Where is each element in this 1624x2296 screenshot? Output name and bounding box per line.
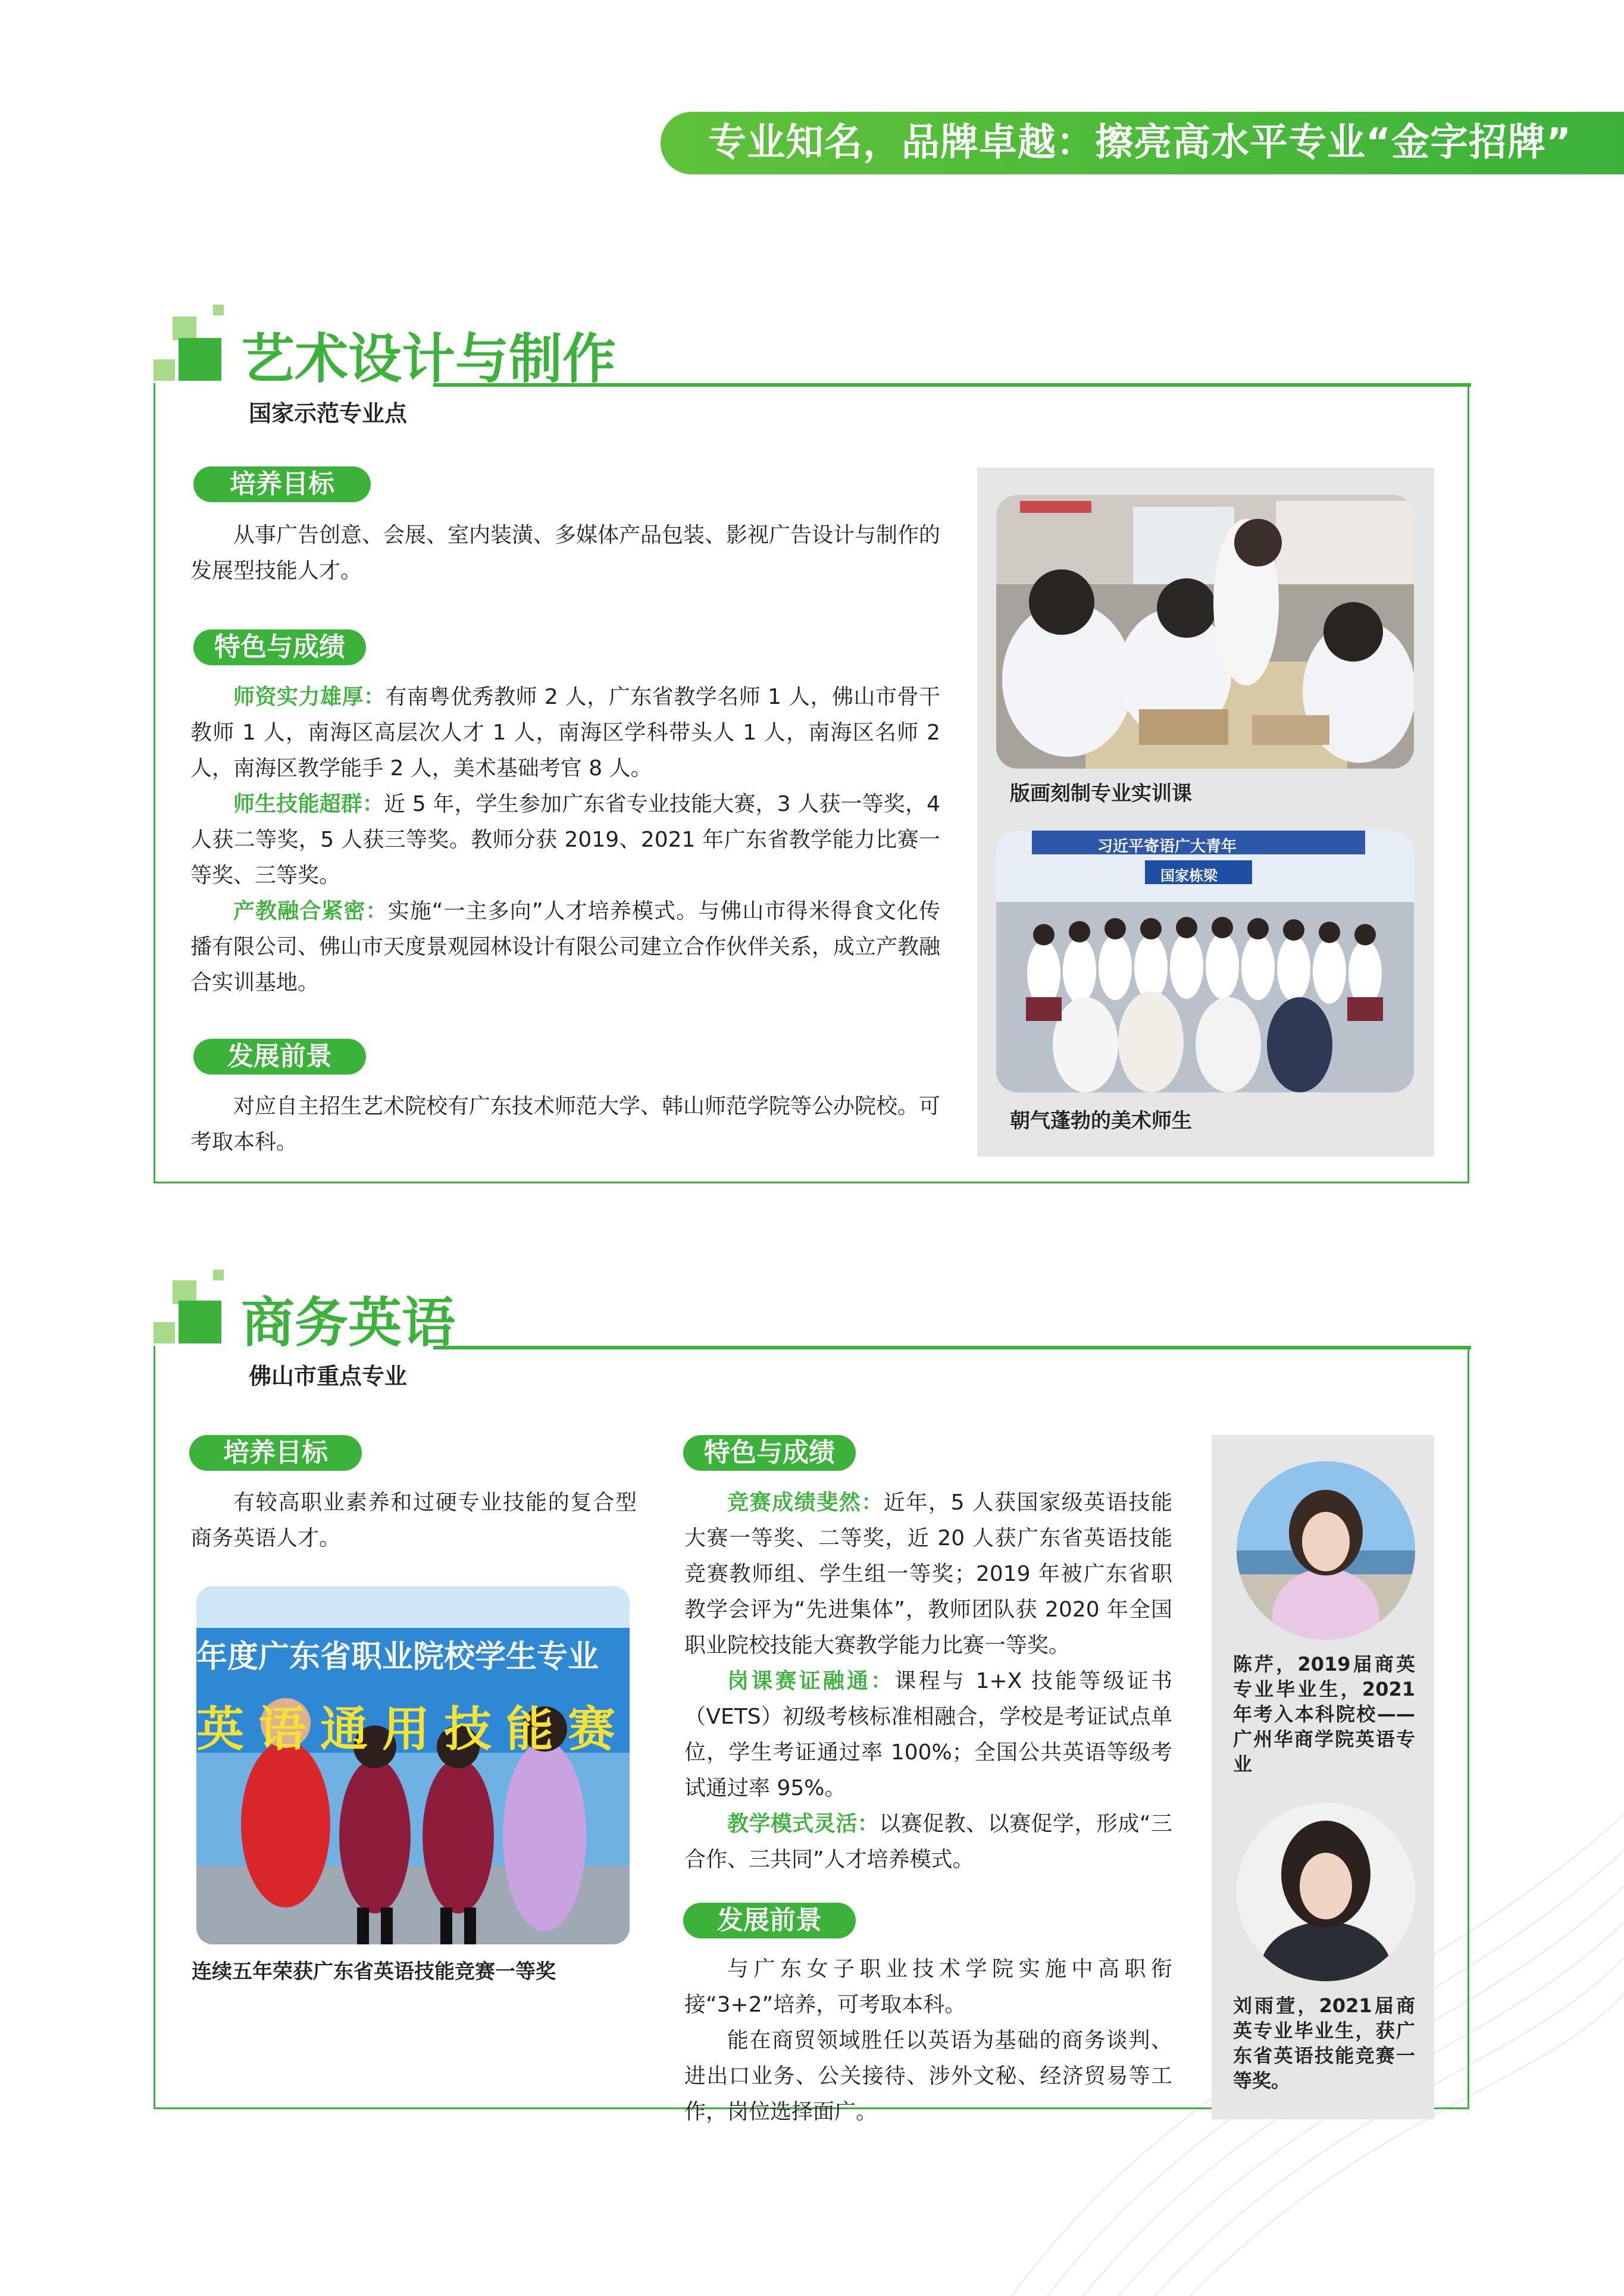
art-photo1-caption: 版画刻制专业实训课 — [1010, 782, 1192, 806]
art-features-text — [190, 679, 940, 1001]
art-section-title: 艺术设计与制作 — [241, 327, 616, 390]
deco-square — [154, 1322, 175, 1343]
biz-feature-item: 教学模式灵活：以赛促教、以赛促学，形成“三合作、三共同”人才培养模式。 — [684, 1812, 1172, 1872]
art-photo2-caption: 朝气蓬勃的美术师生 — [1010, 1109, 1192, 1133]
biz-features-label: 特色与成绩 — [683, 1435, 856, 1471]
graduate-photo-2 — [1237, 1803, 1415, 1981]
graduate-photo-1 — [1237, 1461, 1415, 1640]
art-feature-item: 产教融合紧密：实施“一主多向”人才培养模式。与佛山市得米得食文化传播有限公司、佛山市天度景观园林设计有限公司建立合作伙伴关系，成立产教融合实训基地。 — [190, 899, 941, 995]
award-photo-line1: 年度广东省职业院校学生专业 — [196, 1639, 599, 1675]
group-photo-banner: 习近平寄语广大青年 — [1097, 838, 1237, 856]
art-section-subtitle: 国家示范专业点 — [249, 400, 408, 427]
classroom-illustration — [996, 495, 1414, 769]
biz-future-text: 与广东女子职业技术学院实施中高职衔接“3+2”培养，可考取本科。 能在商贸领域胜任以英语为基础的商务谈判、进出口业务、公关接待、涉外文秘、经济贸易等工作，岗位选择面广。 — [684, 1957, 1172, 2124]
art-photo-classroom — [996, 495, 1414, 769]
banner-title: 专业知名，品牌卓越：擦亮高水平专业“金字招牌” — [708, 121, 1572, 165]
biz-features-text — [684, 1485, 1172, 1878]
art-feature-item: 师资实力雄厚：有南粤优秀教师 2 人，广东省教学名师 1 人，佛山市骨干教师 1 人，南海区高层次人才 1 人，南海区学科带头人 1 人，南海区名师 2 人，南海区教学能手 2 人，美术基础考官 8 人。 — [190, 685, 940, 781]
award-photo-line2: 英语通用技能赛 — [196, 1702, 630, 1757]
group-photo-sign: 国家栋梁 — [1160, 867, 1218, 884]
biz-future-label: 发展前景 — [683, 1903, 856, 1938]
graduate-2-portrait — [1237, 1803, 1415, 1981]
graduate-1-portrait — [1237, 1461, 1415, 1640]
art-photo-group — [996, 831, 1414, 1092]
biz-goal-label: 培养目标 — [189, 1435, 362, 1471]
biz-section-title: 商务英语 — [241, 1291, 455, 1354]
biz-photo-caption: 连续五年荣获广东省英语技能竞赛一等奖 — [192, 1960, 556, 1984]
top-banner — [661, 112, 1624, 174]
art-feature-item: 师生技能超群：近 5 年，学生参加广东省专业技能大赛，3 人获一等奖，4 人获二等奖，5 人获三等奖。教师分获 2019、2021 年广东省教学能力比赛一等奖、三等奖。 — [190, 792, 940, 888]
deco-square — [213, 305, 224, 315]
biz-photo-award — [196, 1586, 630, 1944]
deco-square — [173, 317, 196, 340]
deco-square — [154, 359, 175, 381]
biz-goal-text: 有较高职业素养和过硬专业技能的复合型商务英语人才。 — [190, 1490, 637, 1550]
biz-section-subtitle: 佛山市重点专业 — [249, 1363, 408, 1389]
art-features-label: 特色与成绩 — [193, 629, 366, 665]
deco-square — [179, 1301, 221, 1343]
biz-feature-item: 岗课赛证融通：课程与 1+X 技能等级证书（VETS）初级考核标准相融合，学校是考证试点单位，学生考证通过率 100%；全国公共英语等级考试通过率 95%。 — [684, 1669, 1172, 1800]
art-goal-label: 培养目标 — [193, 466, 371, 502]
graduate-1-caption: 陈芹，2019届商英专业毕业生，2021年考入本科院校——广州华商学院英语专业 — [1233, 1653, 1415, 1775]
biz-section-frame-top — [433, 1346, 1471, 1349]
art-goal-text: 从事广告创意、会展、室内装潢、多媒体产品包装、影视广告设计与制作的发展型技能人才。 — [190, 523, 941, 583]
deco-square — [179, 338, 221, 381]
deco-square — [213, 1270, 224, 1280]
art-future-text: 对应自主招生艺术院校有广东技术师范大学、韩山师范学院等公办院校。可考取本科。 — [190, 1094, 941, 1154]
art-future-label: 发展前景 — [193, 1039, 366, 1075]
biz-feature-item: 竞赛成绩斐然：近年，5 人获国家级英语技能大赛一等奖、二等奖，近 20 人获广东省英语技能竞赛教师组、学生组一等奖；2019 年被广东省职教学会评为“先进集体”，教师团队获 2020 年全国职业院校技能大赛教学能力比赛一等奖。 — [684, 1490, 1172, 1658]
graduate-2-caption: 刘雨萱，2021届商英专业毕业生，获广东省英语技能竞赛一等奖。 — [1233, 1994, 1415, 2092]
